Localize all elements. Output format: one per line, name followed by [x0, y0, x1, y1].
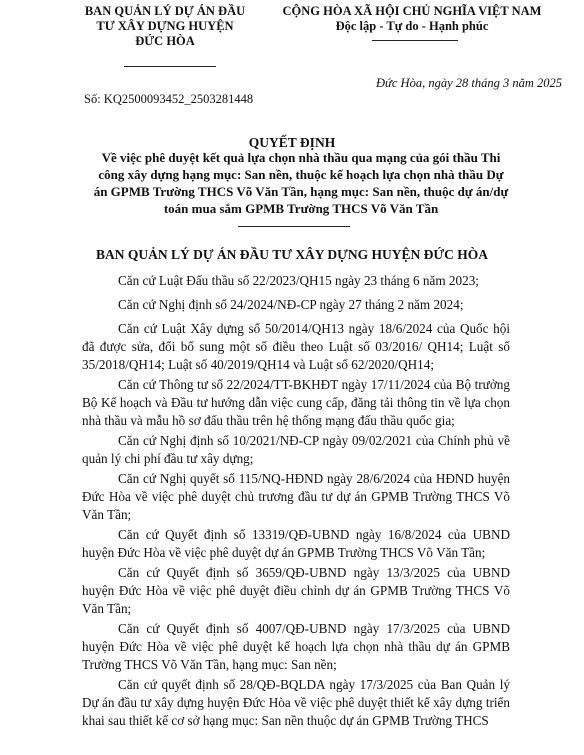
national-motto [262, 4, 562, 34]
nation-line-2: Độc lập - Tự do - Hạnh phúc [335, 19, 489, 33]
agency-underline [124, 66, 216, 67]
legal-basis-item: Căn cứ Quyết định số 4007/QĐ-UBND ngày 17/3/2025 của UBND huyện Đức Hòa về việc phê duyệt kế hoạch lựa chọn nhà thầu dự án GPMB Trường THCS Võ Văn Tần, hạng mục: San nền; [82, 621, 510, 672]
agency-line-2: TƯ XÂY DỰNG HUYỆN [96, 19, 234, 33]
motto-underline [372, 40, 458, 41]
legal-basis-item: Căn cứ Quyết định số 13319/QĐ-UBND ngày 16/8/2024 của UBND huyện Đức Hòa về việc phê duyệt dự án GPMB Trường THCS Võ Văn Tần; [82, 527, 510, 560]
agency-line-1: BAN QUẢN LÝ DỰ ÁN ĐẦU [84, 4, 246, 18]
document-number: Số: KQ2500093452_2503281448 [84, 92, 254, 106]
subject-underline [238, 226, 350, 227]
nation-line-1: CỘNG HÒA XÃ HỘI CHỦ NGHĨA VIỆT NAM [282, 4, 542, 18]
legal-basis-item: Căn cứ Luật Đấu thầu số 22/2023/QH15 ngày 23 tháng 6 năm 2023; [118, 273, 479, 288]
agency-line-3: ĐỨC HÒA [135, 34, 195, 48]
issuing-agency [70, 4, 260, 49]
legal-basis-item: Căn cứ Thông tư số 22/2024/TT-BKHĐT ngày 17/11/2024 của Bộ trưởng Bộ Kế hoạch và Đầu tư hướng dẫn việc cung cấp, đăng tải thông tin về lựa chọn nhà thầu và mẫu hồ sơ đấu thầu trên hệ thống mạng đấu thầu quốc gia; [82, 377, 510, 428]
legal-basis-item: Căn cứ Nghị quyết số 115/NQ-HĐND ngày 28/6/2024 của HĐND huyện Đức Hòa về việc phê duyệt chủ trương đầu tư dự án GPMB Trường THCS Võ Văn Tần; [82, 471, 510, 522]
authority-heading: BAN QUẢN LÝ DỰ ÁN ĐẦU TƯ XÂY DỰNG HUYỆN ĐỨC HÒA [95, 247, 489, 262]
legal-bases [82, 272, 510, 732]
document-subject: Về việc phê duyệt kết quả lựa chọn nhà thầu qua mạng của gói thầu Thi công xây dựng hạng mục: San nền, thuộc kế hoạch lựa chọn nhà thầu Dự án GPMB Trường THCS Võ Văn Tần, hạng mục: San nền, thuộc dự án/dự toán mua sắm GPMB Trường THCS Võ Văn Tần [93, 150, 509, 216]
legal-basis-item: Căn cứ quyết định số 28/QĐ-BQLDA ngày 17/3/2025 của Ban Quản lý Dự án đầu tư xây dựng huyện Đức Hòa về việc phê duyệt thiết kế xây dựng triển khai sau thiết kế cơ sở hạng mục: San nền thuộc dự án GPMB Trường THCS [82, 677, 510, 728]
issue-date: Đức Hòa, ngày 28 tháng 3 năm 2025 [376, 76, 562, 90]
legal-basis-item: Căn cứ Nghị định số 10/2021/NĐ-CP ngày 09/02/2021 của Chính phủ về quản lý chi phí đầu tư xây dựng; [82, 433, 510, 466]
legal-basis-item: Căn cứ Nghị định số 24/2024/NĐ-CP ngày 27 tháng 2 năm 2024; [118, 297, 464, 312]
document-title: QUYẾT ĐỊNH [248, 135, 336, 150]
legal-basis-item: Căn cứ Luật Xây dựng số 50/2014/QH13 ngày 18/6/2024 của Quốc hội đã được sửa, đổi bổ sung một số điều theo Luật số 03/2016/ QH14; Luật số 35/2018/QH14; Luật số 40/2019/QH14 và Luật số 62/2020/QH14; [82, 321, 510, 372]
legal-basis-item: Căn cứ Quyết định số 3659/QĐ-UBND ngày 13/3/2025 của UBND huyện Đức Hòa về việc phê duyệt điều chỉnh dự án GPMB Trường THCS Võ Văn Tần; [82, 565, 510, 616]
